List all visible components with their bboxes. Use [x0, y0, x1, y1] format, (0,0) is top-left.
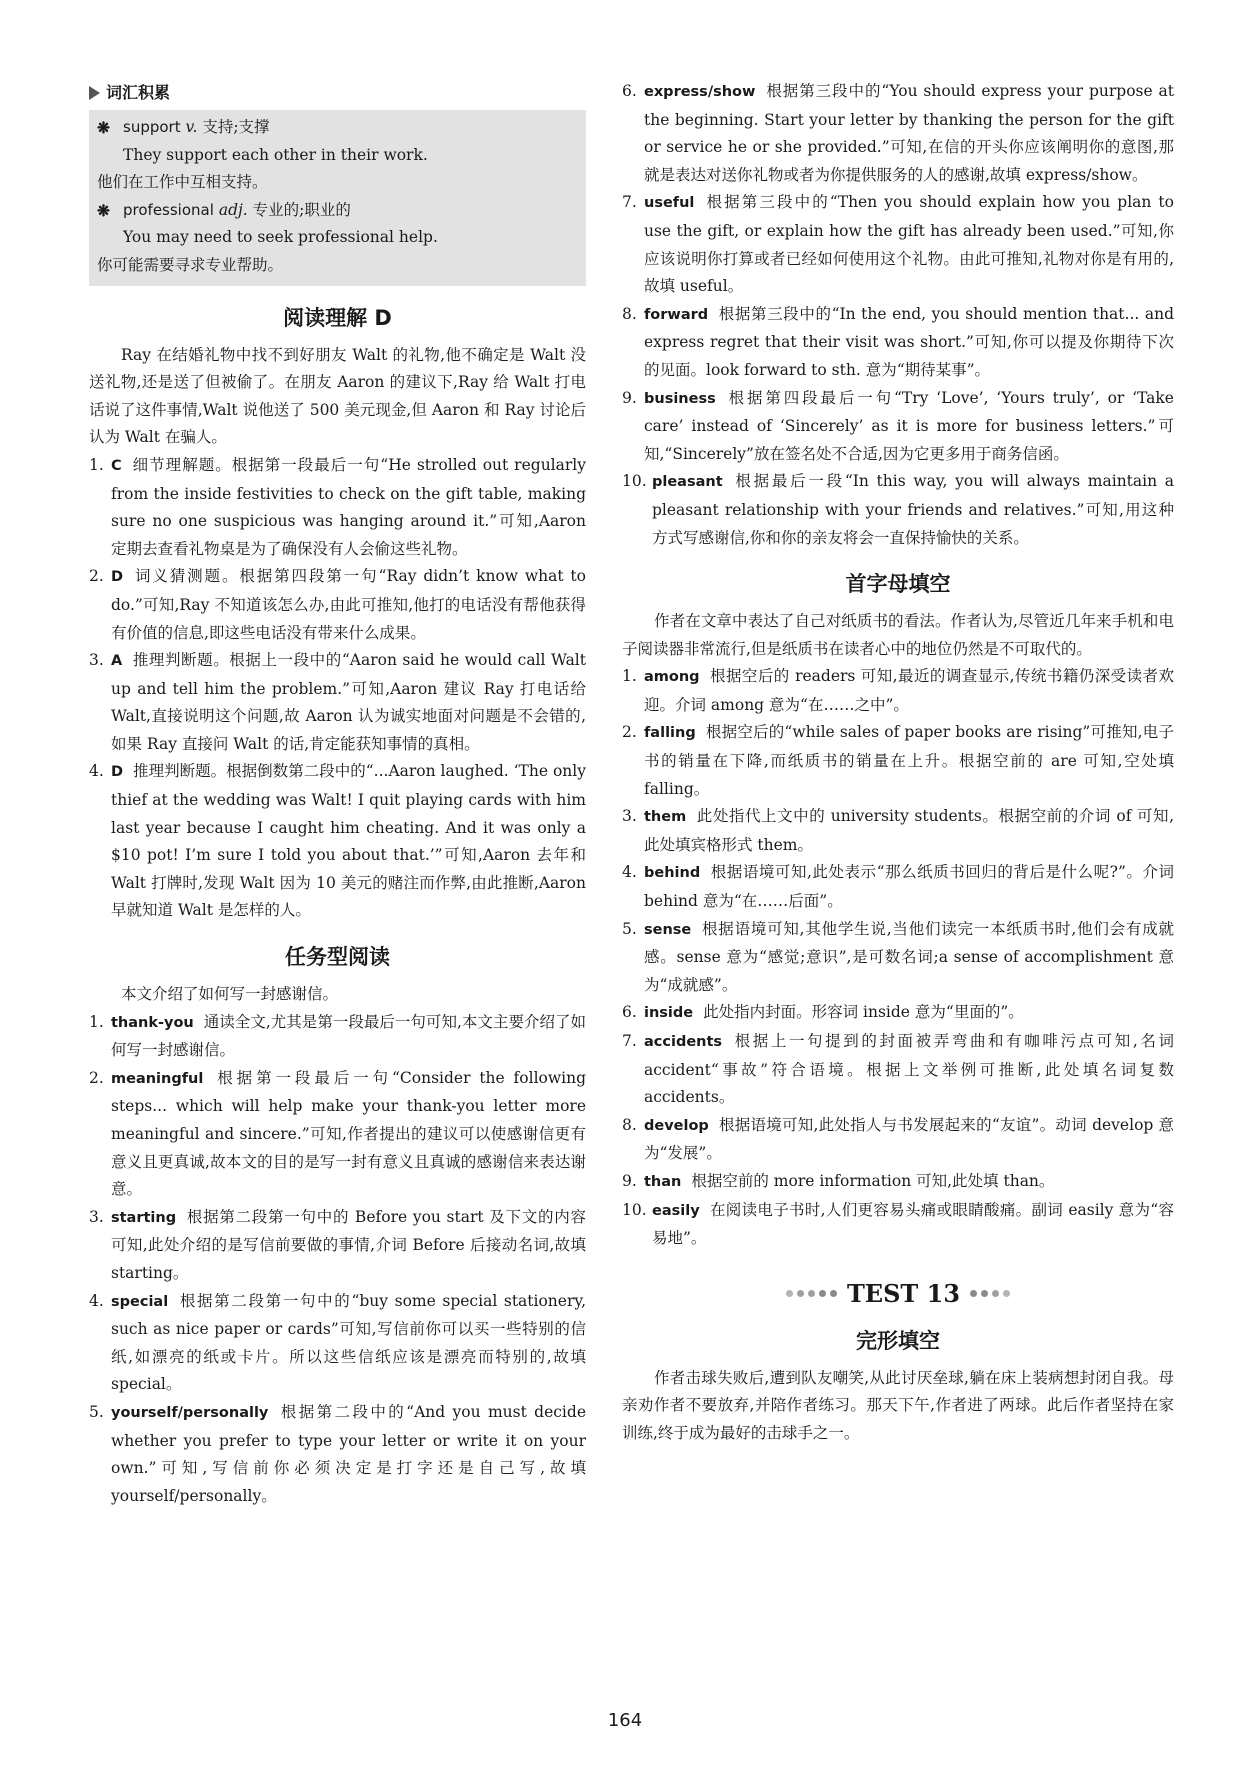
test-title: TEST 13: [846, 1278, 961, 1308]
answer-item: 3. starting 根据第二段第一句中的 Before you start 及下文的内容可知,此处介绍的是写信前要做的事情,介词 Before 后接动名词,故填 starting。: [89, 1207, 586, 1282]
answer-item: 2. meaningful 根据第一段最后一句“Consider the following steps... which will help make your thank-you letter more meaningful and sincere.”可知,作者提出的建议可以使感谢信更有意义且更真诚,故本文的目的是写一封有意义且真诚的感谢信来表达谢意。: [89, 1068, 586, 1199]
vocab-meaning: 支持;支撑: [202, 118, 270, 136]
answer-explanation: 根据第四段最后一句“Try ‘Love’, ‘Yours truly’, or ‘Take care’ instead of ‘Sincerely’ as it is more for business letters.”可知,“Sincerely”放在签名处不合适,因为它更多用于商务信函。: [644, 388, 1174, 463]
answer-key: business: [644, 390, 716, 407]
answer-key: accidents: [644, 1034, 723, 1050]
answer-item: 10. pleasant 根据最后一段“In this way, you will always maintain a pleasant relationship with your friends and relatives.”可知,用这种方式写感谢信,你和你的亲友将会一直保持愉快的关系。: [622, 472, 1174, 547]
answer-explanation: 根据语境可知,其他学生说,当他们读完一本纸质书时,他们会有成就感。sense 意为“感觉;意识”,是可数名词;a sense of accomplishment 意为“成就感”。: [644, 919, 1174, 994]
answer-key: develop: [644, 1117, 709, 1134]
answer-key: among: [644, 669, 700, 686]
answer-key: express/show: [644, 84, 756, 100]
answer-explanation: 根据第一段最后一句“Consider the following steps... which will help make your thank-you letter more meaningful and sincere.”可知,作者提出的建议可以使感谢信更有意义且更真诚,故本文的目的是写一封有意义且真诚的感谢信来表达谢意。: [111, 1068, 586, 1199]
vocab-entry: [97, 197, 576, 252]
initial-fill-answers: [622, 663, 1174, 1252]
star-icon: ❋: [97, 118, 110, 137]
dots-decoration-right: [970, 1290, 1010, 1297]
vocab-header: [89, 78, 586, 108]
answer-explanation: 通读全文,尤其是第一段最后一句可知,本文主要介绍了如何写一封感谢信。: [111, 1012, 586, 1060]
dots-decoration-left: [786, 1290, 837, 1297]
task-reading-answers-part1: [89, 1009, 586, 1511]
answer-key: forward: [644, 306, 709, 323]
answer-explanation: 推理判断题。根据上一段中的“Aaron said he would call Walt up and tell him the problem.”可知,Aaron 建议 Ray 打电话给 Walt,直接说明这个问题,故 Aaron 认为诚实地面对问题是不会错的,如果 Ray 直接问 Walt 的话,肯定能获知事情的真相。: [111, 651, 586, 753]
vocab-title: 词汇积累: [106, 83, 171, 102]
answer-explanation: 此处指内封面。形容词 inside 意为“里面的”。: [703, 1003, 1024, 1022]
vocab-meaning: 专业的;职业的: [252, 200, 351, 219]
answer-item: 9. than 根据空前的 more information 可知,此处填 than。: [622, 1171, 1055, 1190]
reading-d-intro: Ray 在结婚礼物中找不到好朋友 Walt 的礼物,他不确定是 Walt 没送礼物,还是送了但被偷了。在朋友 Aaron 的建议下,Ray 给 Walt 打电话说了这件事情,Walt 说他送了 500 美元现金,但 Aaron 和 Ray 讨论后认为 Walt 在骗人。: [89, 345, 586, 447]
task-reading-answers-part2: [622, 78, 1174, 552]
answer-item: 4. behind 根据语境可知,此处表示“那么纸质书回归的背后是什么呢?”。介词 behind 意为“在……后面”。: [622, 863, 1174, 911]
answer-item: 4. special 根据第二段第一句中的“buy some special stationery, such as nice paper or cards”可知,写信前你可以买一些特别的信纸,如漂亮的纸或卡片。所以这些信纸应该是漂亮而特别的,故填 special。: [89, 1291, 586, 1394]
vocab-example-en: You may need to seek professional help.: [123, 228, 438, 247]
answer-item: 9. business 根据第四段最后一句“Try ‘Love’, ‘Yours truly’, or ‘Take care’ instead of ‘Sincerely’ as it is more for business letters.”可知,“Sincerely”放在签名处不合适,因为它更多用于商务信函。: [622, 388, 1174, 463]
section-title-task-reading: 任务型阅读: [285, 945, 390, 970]
answer-key: pleasant: [652, 474, 723, 491]
left-column: [89, 78, 586, 1510]
answer-key: thank-you: [111, 1014, 194, 1031]
answer-explanation: 推理判断题。根据倒数第二段中的“...Aaron laughed. ‘The only thief at the wedding was Walt! I quit playing cards with him last year because I caught him cheating. And it was only a $10 pot! I’m sure I told you about that.’”可知,Aaron 去年和 Walt 打牌时,发现 Walt 因为 10 美元的赌注而作弊,由此推断,Aaron 早就知道 Walt 是怎样的人。: [111, 762, 586, 920]
arrow-icon: [89, 86, 100, 100]
star-icon: ❋: [97, 200, 110, 220]
answer-explanation: 根据空后的 readers 可知,最近的调查显示,传统书籍仍深受读者欢迎。介词 among 意为“在……之中”。: [644, 667, 1174, 714]
answer-explanation: 根据空后的“while sales of paper books are rising”可推知,电子书的销量在下降,而纸质书的销量在上升。根据空前的 are 可知,空处填 falling。: [644, 723, 1174, 798]
page-number: 164: [607, 1710, 643, 1731]
answer-item: 1. C 细节理解题。根据第一段最后一句“He strolled out regularly from the inside festivities to check on the gift table, making sure no one suspicious was hanging around it.”可知,Aaron 定期去查看礼物桌是为了确保没有人会偷这些礼物。: [89, 455, 586, 558]
answer-key: C: [111, 457, 122, 474]
answer-item: 5. sense 根据语境可知,其他学生说,当他们读完一本纸质书时,他们会有成就感。sense 意为“感觉;意识”,是可数名词;a sense of accomplishment 意为“成就感”。: [622, 919, 1174, 994]
answer-key: behind: [644, 865, 701, 882]
vocab-example-zh: 你可能需要寻求专业帮助。: [97, 255, 284, 274]
answer-key: D: [111, 569, 124, 586]
test-banner: [622, 1269, 1174, 1319]
reading-d-answers: [89, 452, 586, 925]
answer-key: them: [644, 809, 687, 826]
task-reading-intro: 本文介绍了如何写一封感谢信。: [121, 985, 339, 1004]
answer-explanation: 此处指代上文中的 university students。根据空前的介词 of 可知,此处填宾格形式 them。: [644, 807, 1174, 854]
answer-key: special: [111, 1293, 169, 1310]
vocab-example-en: They support each other in their work.: [123, 145, 428, 164]
vocab-pos: v.: [185, 118, 198, 136]
answer-item: 3. them 此处指代上文中的 university students。根据空前的介词 of 可知,此处填宾格形式 them。: [622, 807, 1174, 854]
answer-item: 3. A 推理判断题。根据上一段中的“Aaron said he would call Walt up and tell him the problem.”可知,Aaron 建议 Ray 打电话给 Walt,直接说明这个问题,故 Aaron 认为诚实地面对问题是不会错的,如果 Ray 直接问 Walt 的话,肯定能获知事情的真相。: [89, 651, 586, 753]
answer-explanation: 根据第二段第一句中的“buy some special stationery, such as nice paper or cards”可知,写信前你可以买一些特别的信纸,如漂亮的纸或卡片。所以这些信纸应该是漂亮而特别的,故填 special。: [111, 1291, 586, 1394]
answer-key: starting: [111, 1209, 177, 1226]
vocab-entry: [97, 114, 576, 169]
answer-key: D: [111, 764, 124, 781]
answer-key: useful: [644, 195, 695, 212]
vocab-example-zh: 他们在工作中互相支持。: [97, 173, 268, 192]
answer-key: falling: [644, 725, 696, 742]
answer-explanation: 根据语境可知,此处表示“那么纸质书回归的背后是什么呢?”。介词 behind 意为“在……后面”。: [644, 863, 1174, 911]
section-title-cloze: 完形填空: [856, 1328, 940, 1353]
answer-item: 7. accidents 根据上一句提到的封面被弄弯曲和有咖啡污点可知,名词 accident“事故”符合语境。根据上文举例可推断,此处填名词复数 accidents。: [622, 1032, 1174, 1107]
answer-key: yourself/personally: [111, 1404, 269, 1421]
answer-explanation: 根据最后一段“In this way, you will always maintain a pleasant relationship with your friends and relatives.”可知,用这种方式写感谢信,你和你的亲友将会一直保持愉快的关系。: [652, 472, 1174, 547]
vocab-box: [89, 110, 586, 286]
answer-item: 4. D 推理判断题。根据倒数第二段中的“...Aaron laughed. ‘The only thief at the wedding was Walt! I quit playing cards with him last year because I caught him cheating. And it was only a $10 pot! I’m sure I told you about that.’”可知,Aaron 去年和 Walt 打牌时,发现 Walt 因为 10 美元的赌注而作弊,由此推断,Aaron 早就知道 Walt 是怎样的人。: [89, 762, 586, 920]
answer-explanation: 根据上一句提到的封面被弄弯曲和有咖啡污点可知,名词 accident“事故”符合语境。根据上文举例可推断,此处填名词复数 accidents。: [644, 1032, 1174, 1107]
answer-item: 7. useful 根据第三段中的“Then you should explain how you plan to use the gift, or explain how the gift has already been used.”可知,你应该说明你打算或者已经如何使用这个礼物。由此可推知,礼物对你是有用的,故填 useful。: [622, 193, 1174, 296]
answer-explanation: 根据语境可知,此处指人与书发展起来的“友谊”。动词 develop 意为“发展”。: [644, 1115, 1174, 1163]
answer-item: 2. D 词义猜测题。根据第四段第一句“Ray didn’t know what to do.”可知,Ray 不知道该怎么办,由此可推知,他打的电话没有帮他获得有价值的信息,即这些电话没有带来什么成果。: [89, 567, 586, 642]
answer-explanation: 根据第二段第一句中的 Before you start 及下文的内容可知,此处介绍的是写信前要做的事情,介词 Before 后接动名词,故填 starting。: [111, 1207, 586, 1282]
answer-item: 1. thank-you 通读全文,尤其是第一段最后一句可知,本文主要介绍了如何写一封感谢信。: [89, 1012, 586, 1060]
answer-explanation: 词义猜测题。根据第四段第一句“Ray didn’t know what to do.”可知,Ray 不知道该怎么办,由此可推知,他打的电话没有帮他获得有价值的信息,即这些电话没有带来什么成果。: [111, 567, 586, 642]
answer-explanation: 细节理解题。根据第一段最后一句“He strolled out regularly from the inside festivities to check on the gift table, making sure no one suspicious was hanging around it.”可知,Aaron 定期去查看礼物桌是为了确保没有人会偷这些礼物。: [111, 455, 586, 558]
answer-key: meaningful: [111, 1070, 204, 1087]
vocab-pos: adj.: [218, 200, 248, 219]
answer-explanation: 根据第二段中的“And you must decide whether you prefer to type your letter or write it on your own.”可知,写信前你必须决定是打字还是自己写,故填 yourself/personally。: [111, 1402, 586, 1505]
answer-item: 6. inside 此处指内封面。形容词 inside 意为“里面的”。: [622, 1003, 1024, 1022]
answer-key: easily: [652, 1202, 700, 1219]
answer-explanation: 根据空前的 more information 可知,此处填 than。: [691, 1171, 1055, 1190]
answer-item: 6. express/show 根据第三段中的“You should express your purpose at the beginning. Start your letter by thanking the person for the gift or service he or she provided.”可知,在信的开头你应该阐明你的意图,那就是表达对送你礼物或者为你提供服务的人的感谢,故填 express/show。: [622, 82, 1174, 184]
answer-explanation: 根据第三段中的“Then you should explain how you plan to use the gift, or explain how the gift has already been used.”可知,你应该说明你打算或者已经如何使用这个礼物。由此可推知,礼物对你是有用的,故填 useful。: [644, 193, 1174, 296]
section-title-reading-d: 阅读理解 D: [283, 305, 392, 330]
answer-item: 8. develop 根据语境可知,此处指人与书发展起来的“友谊”。动词 develop 意为“发展”。: [622, 1115, 1174, 1163]
initial-fill-intro: 作者在文章中表达了自己对纸质书的看法。作者认为,尽管近几年来手机和电子阅读器非常流行,但是纸质书在读者心中的地位仍然是不可取代的。: [622, 612, 1174, 658]
answer-key: than: [644, 1173, 682, 1190]
answer-explanation: 在阅读电子书时,人们更容易头痛或眼睛酸痛。副词 easily 意为“容易地”。: [652, 1200, 1174, 1248]
right-column: [622, 78, 1174, 1448]
answer-item: 5. yourself/personally 根据第二段中的“And you must decide whether you prefer to type your letter or write it on your own.”可知,写信前你必须决定是打字还是自己写,故填 yourself/personally。: [89, 1402, 586, 1505]
answer-item: 2. falling 根据空后的“while sales of paper books are rising”可推知,电子书的销量在下降,而纸质书的销量在上升。根据空前的 are 可知,空处填 falling。: [622, 723, 1174, 798]
cloze-intro: 作者击球失败后,遭到队友嘲笑,从此讨厌垒球,躺在床上装病想封闭自我。母亲劝作者不要放弃,并陪作者练习。那天下午,作者进了两球。此后作者坚持在家训练,终于成为最好的击球手之一。: [622, 1368, 1174, 1442]
section-title-initial-fill: 首字母填空: [845, 572, 951, 597]
answer-item: 1. among 根据空后的 readers 可知,最近的调查显示,传统书籍仍深受读者欢迎。介词 among 意为“在……之中”。: [622, 667, 1174, 714]
answer-key: A: [111, 653, 123, 670]
answer-key: sense: [644, 921, 692, 938]
answer-item: 10. easily 在阅读电子书时,人们更容易头痛或眼睛酸痛。副词 easily 意为“容易地”。: [622, 1200, 1174, 1248]
vocab-word: support: [123, 118, 181, 136]
answer-explanation: 根据第三段中的“You should express your purpose at the beginning. Start your letter by thanking the person for the gift or service he or she provided.”可知,在信的开头你应该阐明你的意图,那就是表达对送你礼物或者为你提供服务的人的感谢,故填 express/show。: [644, 82, 1174, 184]
vocab-word: professional: [123, 200, 214, 219]
answer-item: 8. forward 根据第三段中的“In the end, you should mention that... and express regret that their visit was short.”可知,你可以提及你期待下次的见面。look forward to sth. 意为“期待某事”。: [622, 304, 1174, 379]
answer-key: inside: [644, 1005, 694, 1022]
answer-explanation: 根据第三段中的“In the end, you should mention that... and express regret that their visit was short.”可知,你可以提及你期待下次的见面。look forward to sth. 意为“期待某事”。: [644, 304, 1174, 379]
